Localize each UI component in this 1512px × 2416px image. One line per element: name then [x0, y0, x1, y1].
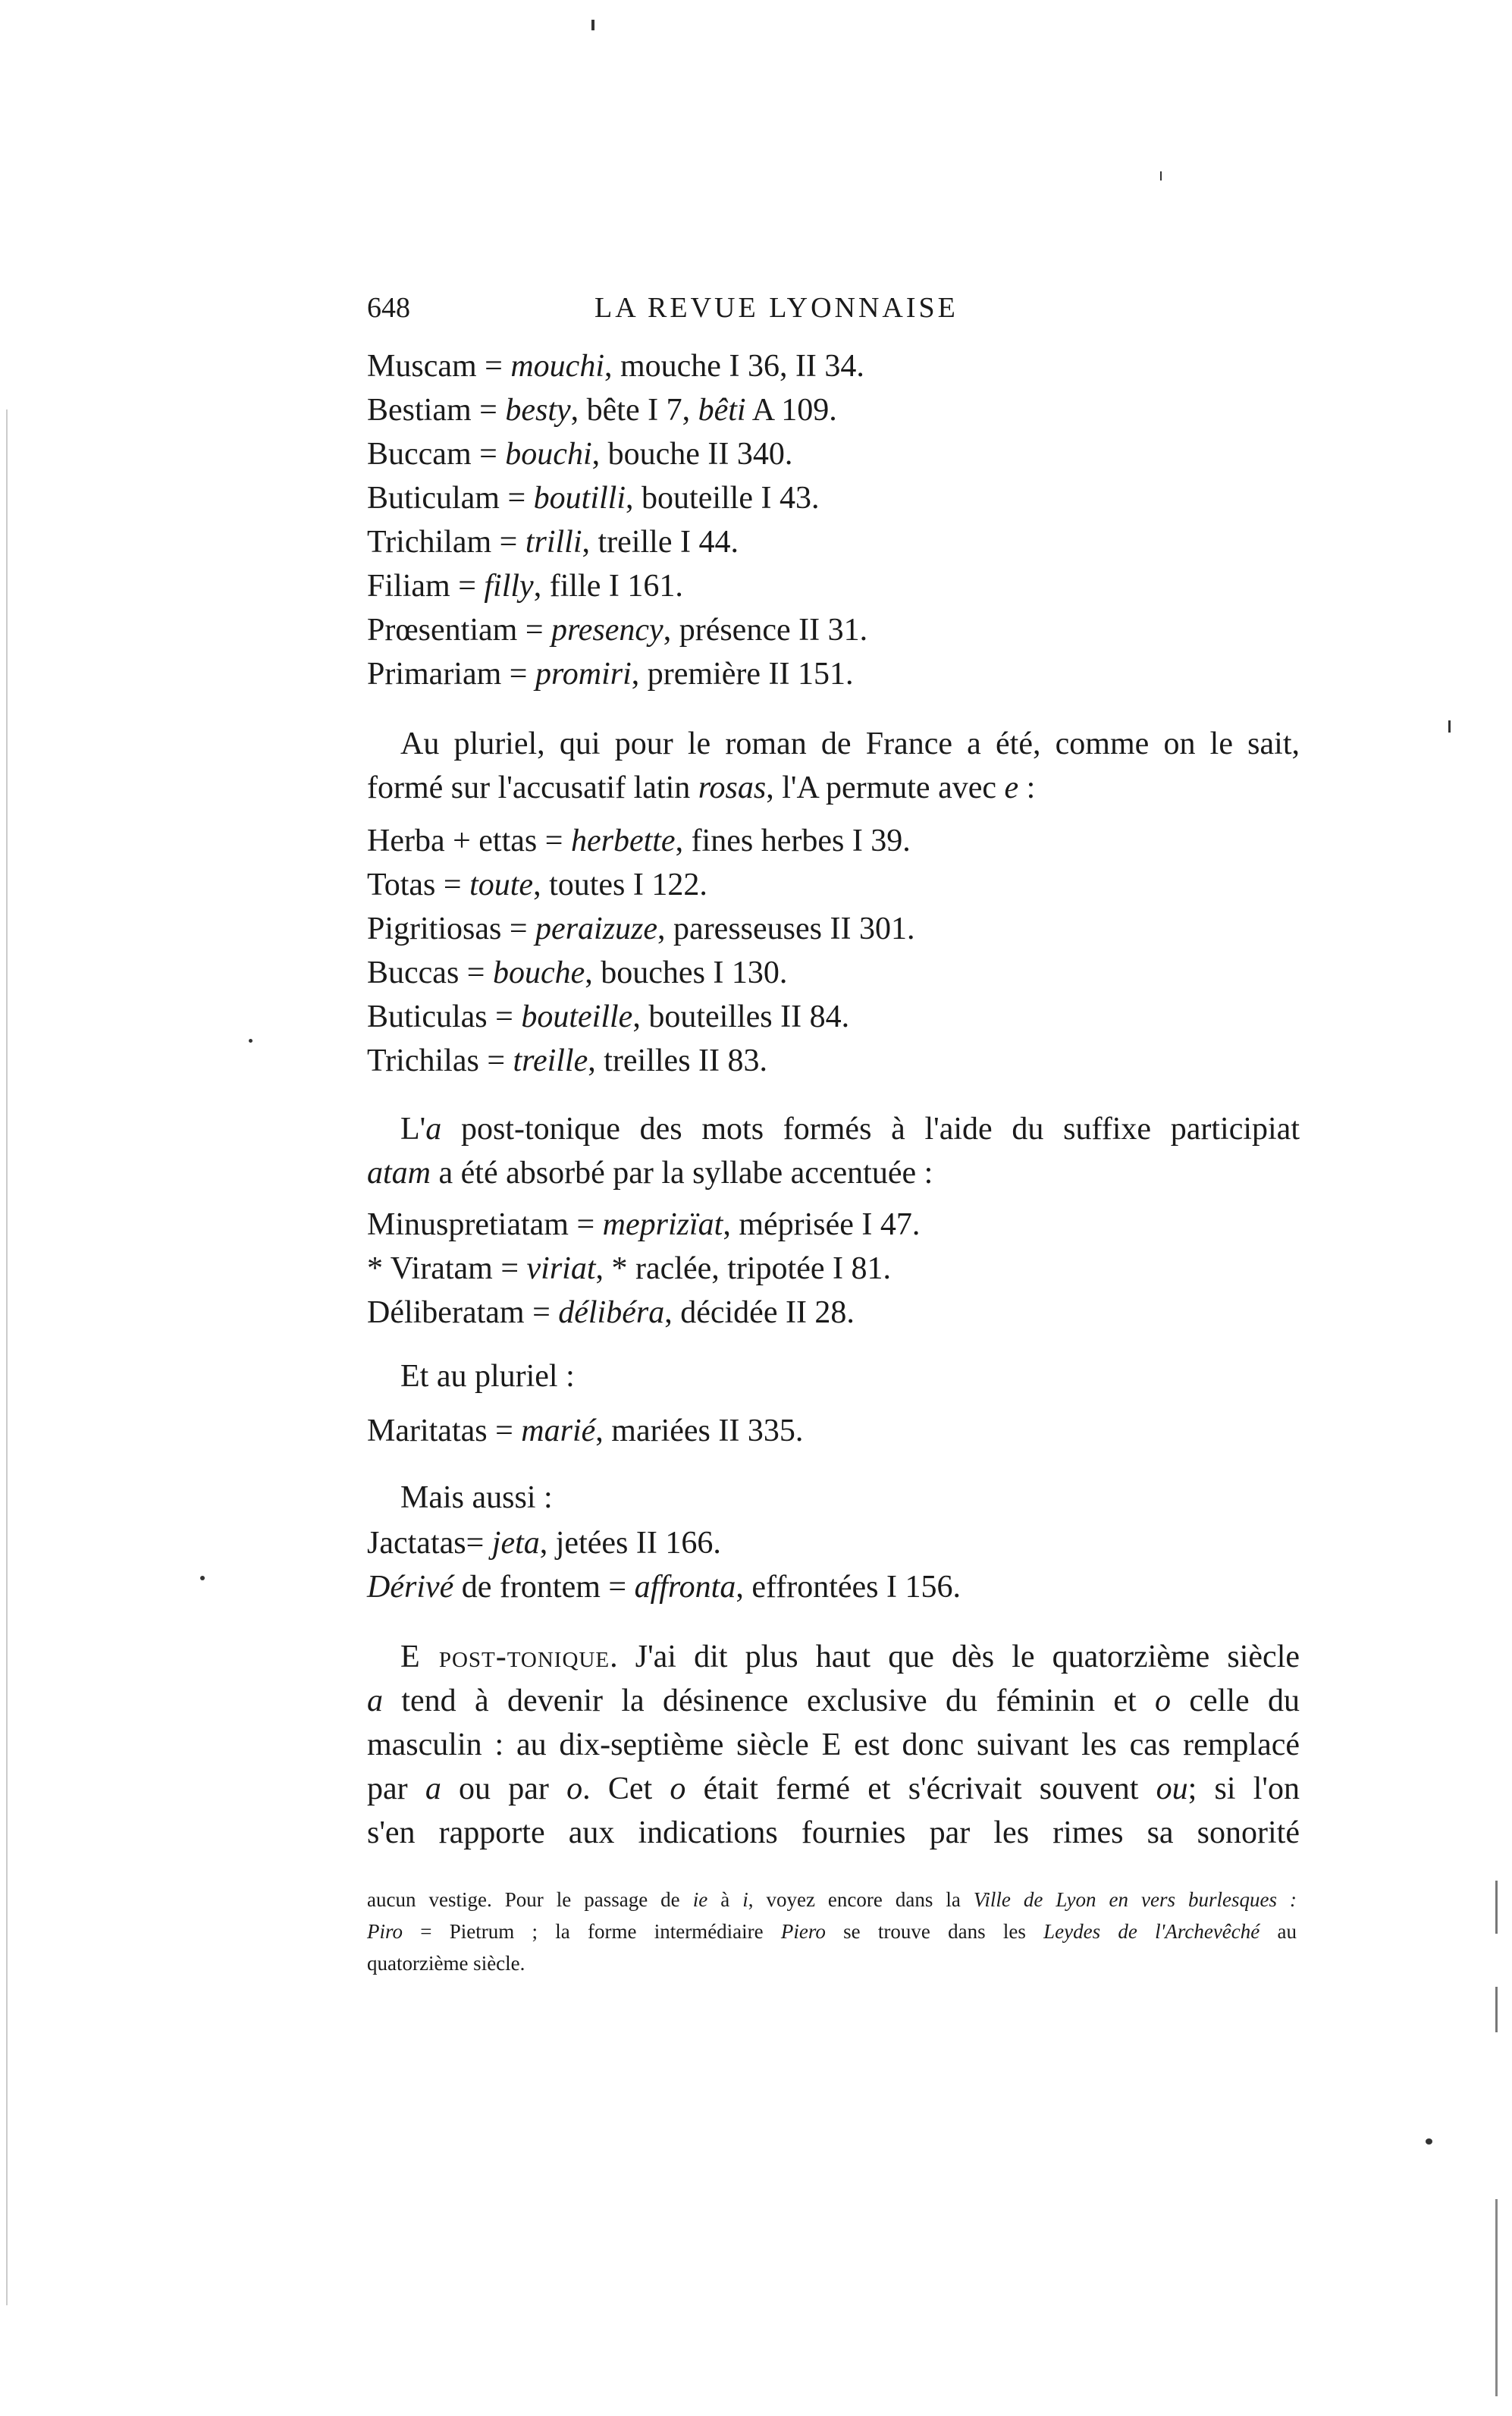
- equals-sign: =: [466, 1526, 485, 1561]
- equals-sign: =: [485, 349, 503, 384]
- latin-word: Bestiam: [367, 393, 472, 428]
- latin-word: Prœsentiam: [367, 613, 518, 648]
- italic-word: rosas: [698, 770, 767, 805]
- paragraph-line: masculin : au dix-septième siècle E est donc suivant les cas remplacé: [367, 1727, 1300, 1762]
- paragraph-plural: [367, 722, 1300, 810]
- gloss: , méprisée I 47.: [723, 1207, 921, 1242]
- dialect-form: bouche: [492, 955, 585, 990]
- footnote: [367, 1884, 1297, 1979]
- list-item: [367, 1297, 855, 1329]
- dialect-form: jeta: [491, 1526, 540, 1561]
- equals-sign: =: [495, 1414, 513, 1448]
- scan-edge-line: [6, 409, 8, 2305]
- text-run: , l'A permute avec: [766, 770, 1005, 805]
- list-item: [367, 350, 864, 382]
- list-item: [367, 482, 819, 514]
- latin-word: Pigritiosas: [367, 911, 502, 946]
- scan-edge-line: [1495, 2199, 1498, 2396]
- equals-sign: =: [509, 911, 528, 946]
- list-item: [367, 614, 867, 646]
- paragraph-line: [367, 1679, 1300, 1723]
- gloss: , paresseuses II 301.: [657, 911, 915, 946]
- gloss: , * raclée, tripotée I 81.: [595, 1251, 891, 1286]
- text-run: L': [400, 1112, 426, 1147]
- latin-word: Filiam: [367, 569, 450, 604]
- text-run: se trouve dans les: [825, 1920, 1044, 1943]
- page-header: [367, 291, 1286, 337]
- gloss: , bête I 7,: [570, 393, 698, 428]
- dialect-form: treille: [513, 1043, 588, 1078]
- italic-word: Dérivé: [367, 1570, 454, 1605]
- paragraph-et-au-pluriel: Et au pluriel :: [400, 1359, 575, 1394]
- list-item: [367, 957, 787, 989]
- paragraph-posttonic: [367, 1107, 1300, 1195]
- section-heading: E post-tonique: [400, 1639, 610, 1674]
- text-run: formé sur l'accusatif latin: [367, 770, 698, 805]
- gloss: , treilles II 83.: [588, 1043, 768, 1078]
- equals-sign: =: [458, 569, 476, 604]
- list-item: [367, 869, 707, 901]
- list-item: [367, 913, 914, 945]
- list-item: [367, 825, 911, 857]
- latin-word: Déliberatam: [367, 1295, 525, 1330]
- dialect-form: peraizuze: [535, 911, 658, 946]
- dialect-form: boutilli: [533, 481, 626, 516]
- dialect-form: besty: [505, 393, 571, 428]
- equals-sign: =: [479, 437, 497, 472]
- italic-word: a: [425, 1112, 442, 1147]
- text-run: était fermé et s'écrivait souvent: [685, 1771, 1156, 1806]
- italic-word: e: [1004, 770, 1019, 805]
- paragraph-line: [367, 1767, 1300, 1811]
- text-run: , voyez encore dans la: [748, 1888, 974, 1911]
- italic-word: Ville de Lyon en vers burlesques :: [973, 1888, 1297, 1911]
- gloss: , mariées II 335.: [595, 1414, 804, 1448]
- footnote-line: [367, 1916, 1297, 1947]
- equals-sign: =: [525, 613, 544, 648]
- text-run: post-tonique des mots formés à l'aide du suffixe participiat: [441, 1112, 1300, 1147]
- equals-sign: =: [608, 1570, 627, 1605]
- gloss: , bouches I 130.: [585, 955, 788, 990]
- italic-word: a: [367, 1683, 383, 1718]
- equals-sign: =: [487, 1043, 505, 1078]
- equals-sign: =: [466, 955, 485, 990]
- scan-speck: [1448, 720, 1451, 733]
- paragraph-line: [367, 1635, 1300, 1679]
- dialect-form: affronta: [634, 1570, 736, 1605]
- dialect-form: bouchi: [505, 437, 592, 472]
- dialect-form: meprizïat: [602, 1207, 723, 1242]
- list-item: [367, 1209, 920, 1241]
- list-item: [367, 1415, 803, 1447]
- scan-speck: [1160, 171, 1162, 180]
- equals-sign: =: [509, 657, 528, 692]
- gloss: , première II 151.: [631, 657, 854, 692]
- gloss: , toutes I 122.: [533, 868, 707, 902]
- gloss: , bouche II 340.: [591, 437, 793, 472]
- italic-word: ou: [1156, 1771, 1188, 1806]
- scan-speck: [200, 1576, 205, 1580]
- latin-word: Primariam: [367, 657, 502, 692]
- italic-word: a: [425, 1771, 441, 1806]
- gloss: A 109.: [745, 393, 837, 428]
- gloss: , treille I 44.: [582, 525, 739, 560]
- list-item: [367, 1527, 721, 1559]
- paragraph-line: [367, 1107, 1300, 1151]
- text-run: aucun vestige. Pour le passage de: [367, 1888, 693, 1911]
- latin-word: Trichilas: [367, 1043, 479, 1078]
- dialect-form: herbette: [570, 824, 676, 858]
- equals-sign: =: [443, 868, 462, 902]
- text-run: a été absorbé par la syllabe accentuée :: [431, 1156, 933, 1191]
- paragraph-line: Au pluriel, qui pour le roman de France a été, comme on le sait,: [400, 726, 1300, 761]
- equals-sign: =: [532, 1295, 551, 1330]
- scan-speck: [1426, 2138, 1432, 2145]
- italic-word: o: [670, 1771, 686, 1806]
- text-run: celle du: [1171, 1683, 1300, 1718]
- equals-sign: =: [479, 393, 497, 428]
- latin-word: Muscam: [367, 349, 477, 384]
- latin-word: Trichilam: [367, 525, 492, 560]
- gloss: , mouche I 36, II 34.: [604, 349, 864, 384]
- italic-word: o: [566, 1771, 583, 1806]
- latin-word: Totas: [367, 868, 436, 902]
- gloss: , bouteilles II 84.: [632, 999, 850, 1034]
- latin-word: Maritatas: [367, 1414, 488, 1448]
- gloss: , jetées II 166.: [539, 1526, 721, 1561]
- dialect-form: délibéra: [558, 1295, 665, 1330]
- list-item: [367, 1001, 849, 1033]
- gloss: , présence II 31.: [663, 613, 868, 648]
- gloss: , fines herbes I 39.: [675, 824, 911, 858]
- dialect-form: mouchi: [510, 349, 604, 384]
- italic-word: o: [1155, 1683, 1171, 1718]
- gloss: , effrontées I 156.: [736, 1570, 961, 1605]
- text-run: = Pietrum ; la forme intermédiaire: [403, 1920, 781, 1943]
- text-run: . Cet: [582, 1771, 670, 1806]
- list-item: [367, 1253, 891, 1285]
- equals-sign: =: [576, 1207, 595, 1242]
- scan-speck: [249, 1039, 253, 1043]
- text-run: à: [707, 1888, 743, 1911]
- equals-sign: =: [507, 481, 526, 516]
- gloss: , décidée II 28.: [664, 1295, 855, 1330]
- latin-word: * Viratam: [367, 1251, 493, 1286]
- list-item: [367, 394, 837, 426]
- text-run: par: [367, 1771, 425, 1806]
- scan-edge-line: [1495, 1987, 1498, 2032]
- paragraph-line: s'en rapporte aux indications fournies par les rimes sa sonorité: [367, 1815, 1300, 1850]
- text-run: . J'ai dit plus haut que dès le quatorzième siècle: [610, 1639, 1300, 1674]
- dialect-form: promiri: [535, 657, 632, 692]
- italic-word: i: [742, 1888, 748, 1911]
- paragraph-e-posttonique: [367, 1635, 1300, 1855]
- text-run: ou par: [441, 1771, 567, 1806]
- paragraph-line: [367, 1151, 1300, 1195]
- dialect-form: filly: [484, 569, 534, 604]
- equals-sign: =: [500, 1251, 519, 1286]
- scan-edge-line: [1495, 1881, 1498, 1934]
- dialect-form: bêti: [698, 393, 746, 428]
- latin-word: Herba + ettas: [367, 824, 538, 858]
- italic-word: ie: [692, 1888, 708, 1911]
- latin-word: Buccam: [367, 437, 472, 472]
- latin-word: Jactatas: [367, 1526, 466, 1561]
- text-run: au: [1259, 1920, 1297, 1943]
- gloss: , fille I 161.: [533, 569, 683, 604]
- page-number: 648: [367, 292, 410, 324]
- italic-word: Piero: [780, 1920, 826, 1943]
- text-run: :: [1018, 770, 1036, 805]
- latin-word: Buticulam: [367, 481, 500, 516]
- latin-word: de frontem: [453, 1570, 609, 1605]
- dialect-form: toute: [469, 868, 534, 902]
- text-run: tend à devenir la désinence exclusive du féminin et: [383, 1683, 1155, 1718]
- latin-word: Minuspretiatam: [367, 1207, 569, 1242]
- dialect-form: presency: [551, 613, 663, 648]
- list-item: [367, 526, 739, 558]
- equals-sign: =: [544, 824, 563, 858]
- dialect-form: trilli: [525, 525, 582, 560]
- equals-sign: =: [495, 999, 513, 1034]
- scan-speck: [591, 20, 594, 30]
- equals-sign: =: [499, 525, 518, 560]
- list-item: [367, 438, 792, 470]
- latin-word: Buticulas: [367, 999, 488, 1034]
- paragraph-line: [367, 766, 1300, 810]
- footnote-line: quatorzième siècle.: [367, 1952, 525, 1975]
- italic-word: atam: [367, 1156, 431, 1191]
- running-title: LA REVUE LYONNAISE: [594, 292, 958, 324]
- italic-word: Leydes de l'Archevêché: [1043, 1920, 1260, 1943]
- paragraph-mais-aussi: Mais aussi :: [400, 1480, 553, 1515]
- italic-word: Piro: [367, 1920, 403, 1943]
- list-item: [367, 1571, 961, 1603]
- text-run: ; si l'on: [1187, 1771, 1300, 1806]
- latin-word: Buccas: [367, 955, 460, 990]
- dialect-form: marié: [521, 1414, 596, 1448]
- list-item: [367, 658, 854, 690]
- dialect-form: bouteille: [521, 999, 633, 1034]
- list-item: [367, 1045, 767, 1077]
- footnote-line: [367, 1884, 1297, 1916]
- dialect-form: viriat: [526, 1251, 596, 1286]
- list-item: [367, 570, 683, 602]
- gloss: , bouteille I 43.: [626, 481, 820, 516]
